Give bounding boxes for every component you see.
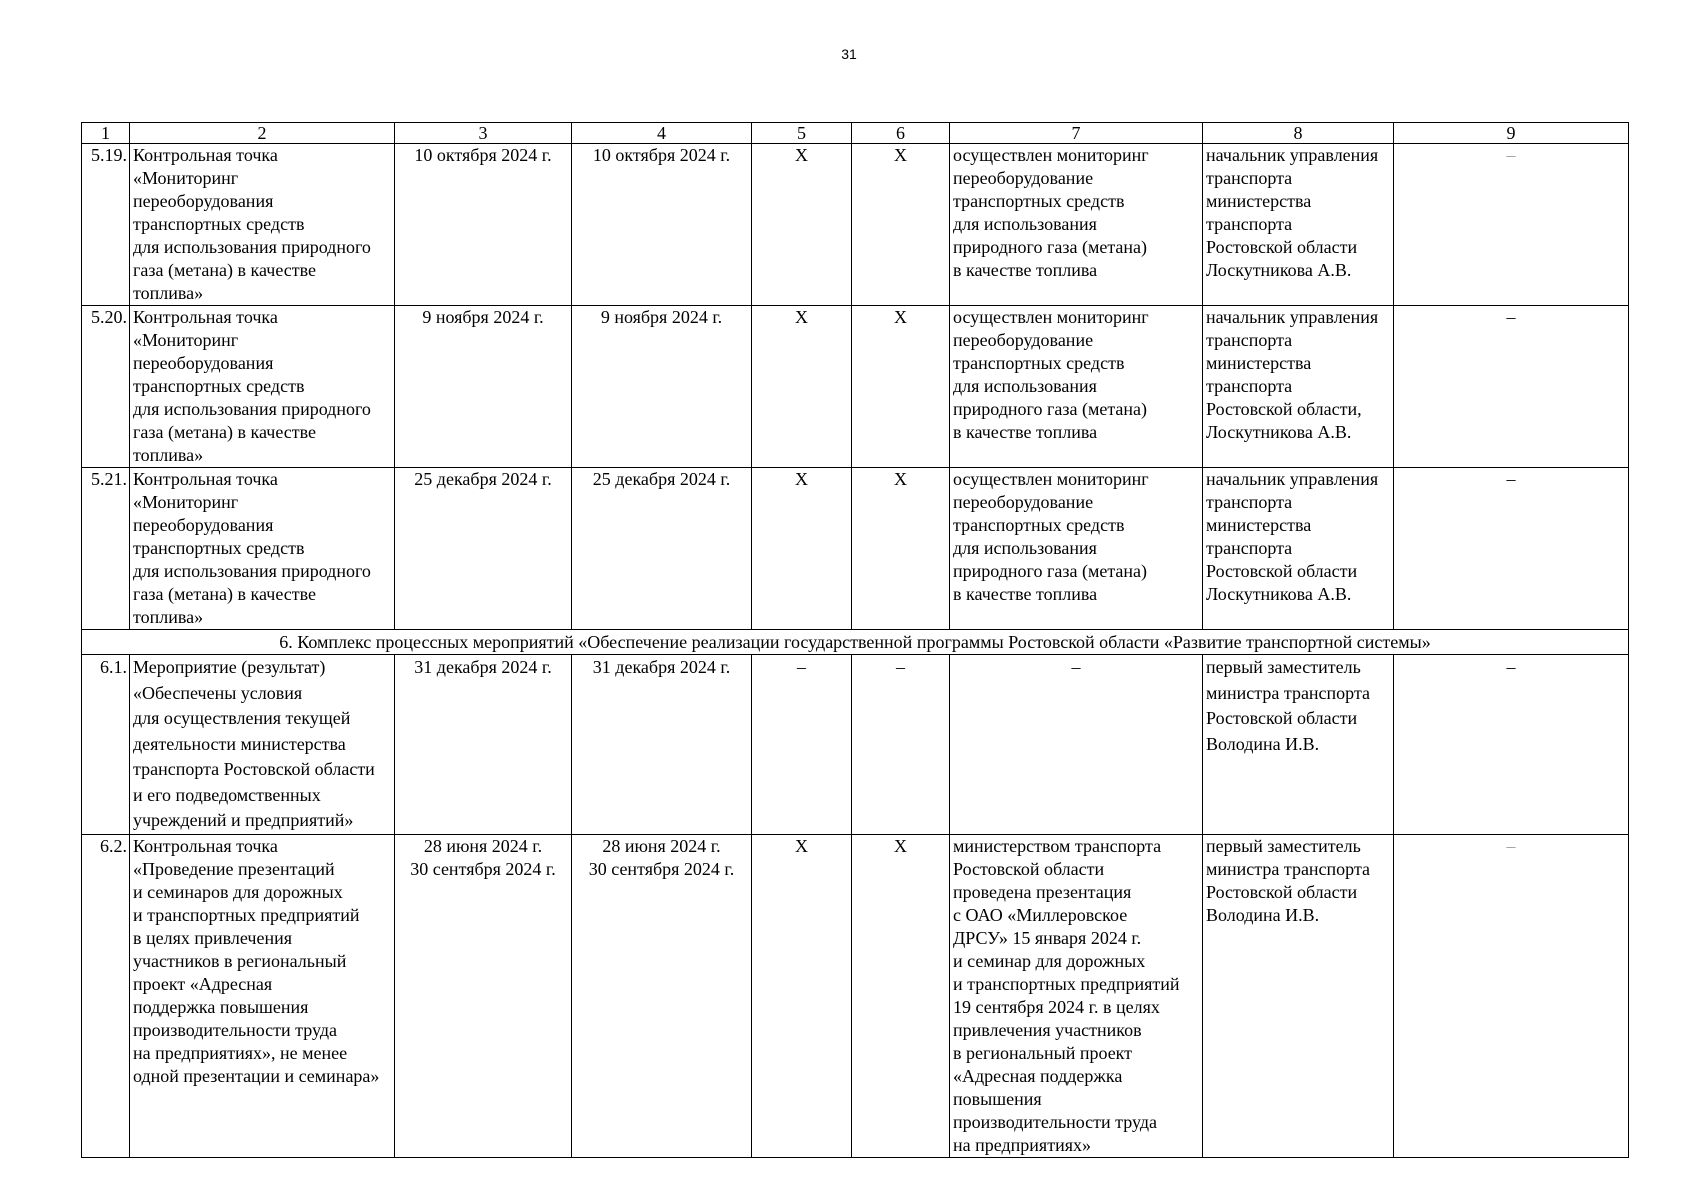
result-description: –: [950, 655, 1203, 835]
planned-date: 28 июня 2024 г. 30 сентября 2024 г.: [395, 834, 572, 1157]
col6-mark: X: [852, 144, 950, 306]
item-name: Контрольная точка «Мониторинг переоборудования транспортных средств для использования природного газа (метана) в качестве топлива»: [130, 468, 395, 630]
col6-mark: X: [852, 834, 950, 1157]
col9-note: –: [1394, 144, 1629, 306]
section-row: [82, 630, 1629, 655]
row-number: 5.20.: [82, 306, 130, 468]
col9-note: –: [1394, 834, 1629, 1157]
result-description: осуществлен мониторинг переоборудование транспортных средств для использования природного газа (метана) в качестве топлива: [950, 468, 1203, 630]
table-row: [82, 468, 1629, 630]
responsible-person: первый заместитель министра транспорта Ростовской области Володина И.В.: [1203, 834, 1394, 1157]
col9-note: –: [1394, 306, 1629, 468]
responsible-person: начальник управления транспорта министерства транспорта Ростовской области Лоскутникова А.В.: [1203, 144, 1394, 306]
item-name: Контрольная точка «Проведение презентаций и семинаров для дорожных и транспортных предприятий в целях привлечения участников в региональный проект «Адресная поддержка повышения производительности труда на предприятиях», не менее одной презентации и семинара»: [130, 834, 395, 1157]
result-description: осуществлен мониторинг переоборудование транспортных средств для использования природного газа (метана) в качестве топлива: [950, 306, 1203, 468]
result-description: министерством транспорта Ростовской области проведена презентация с ОАО «Миллеровское ДРСУ» 15 января 2024 г. и семинар для дорожных и транспортных предприятий 19 сентября 2024 г. в целях привлечения участников в региональный проект «Адресная поддержка повышения производительности труда на предприятиях»: [950, 834, 1203, 1157]
header-col-9: 9: [1394, 123, 1629, 144]
actual-date: 28 июня 2024 г. 30 сентября 2024 г.: [572, 834, 752, 1157]
header-col-6: 6: [852, 123, 950, 144]
header-col-7: 7: [950, 123, 1203, 144]
header-col-1: 1: [82, 123, 130, 144]
col5-mark: X: [752, 306, 852, 468]
result-description: осуществлен мониторинг переоборудование транспортных средств для использования природного газа (метана) в качестве топлива: [950, 144, 1203, 306]
header-col-4: 4: [572, 123, 752, 144]
col9-note: –: [1394, 655, 1629, 835]
table-row: [82, 655, 1629, 835]
planned-date: 31 декабря 2024 г.: [395, 655, 572, 835]
col9-note: –: [1394, 468, 1629, 630]
item-name: Контрольная точка «Мониторинг переоборудования транспортных средств для использования природного газа (метана) в качестве топлива»: [130, 306, 395, 468]
planned-date: 25 декабря 2024 г.: [395, 468, 572, 630]
col6-mark: X: [852, 306, 950, 468]
responsible-person: начальник управления транспорта министерства транспорта Ростовской области, Лоскутникова А.В.: [1203, 306, 1394, 468]
actual-date: 25 декабря 2024 г.: [572, 468, 752, 630]
actual-date: 10 октября 2024 г.: [572, 144, 752, 306]
header-col-2: 2: [130, 123, 395, 144]
header-col-5: 5: [752, 123, 852, 144]
planned-date: 10 октября 2024 г.: [395, 144, 572, 306]
section-title: 6. Комплекс процессных мероприятий «Обеспечение реализации государственной программы Ростовской области «Развитие транспортной системы»: [82, 630, 1629, 655]
item-name: Контрольная точка «Мониторинг переоборудования транспортных средств для использования природного газа (метана) в качестве топлива»: [130, 144, 395, 306]
actual-date: 31 декабря 2024 г.: [572, 655, 752, 835]
header-col-8: 8: [1203, 123, 1394, 144]
page-number: 31: [841, 46, 857, 62]
responsible-person: первый заместитель министра транспорта Ростовской области Володина И.В.: [1203, 655, 1394, 835]
planned-date: 9 ноября 2024 г.: [395, 306, 572, 468]
row-number: 6.1.: [82, 655, 130, 835]
responsible-person: начальник управления транспорта министерства транспорта Ростовской области Лоскутникова А.В.: [1203, 468, 1394, 630]
col5-mark: –: [752, 655, 852, 835]
col5-mark: X: [752, 834, 852, 1157]
col6-mark: X: [852, 468, 950, 630]
table-row: [82, 834, 1629, 1157]
row-number: 5.21.: [82, 468, 130, 630]
table-row: [82, 306, 1629, 468]
row-number: 5.19.: [82, 144, 130, 306]
col5-mark: X: [752, 144, 852, 306]
table-row: [82, 144, 1629, 306]
col5-mark: X: [752, 468, 852, 630]
header-col-3: 3: [395, 123, 572, 144]
implementation-plan-table: [81, 122, 1629, 1158]
row-number: 6.2.: [82, 834, 130, 1157]
header-row: [82, 123, 1629, 144]
col6-mark: –: [852, 655, 950, 835]
item-name: Мероприятие (результат) «Обеспечены условия для осуществления текущей деятельности министерства транспорта Ростовской области и его подведомственных учреждений и предприятий»: [130, 655, 395, 835]
actual-date: 9 ноября 2024 г.: [572, 306, 752, 468]
